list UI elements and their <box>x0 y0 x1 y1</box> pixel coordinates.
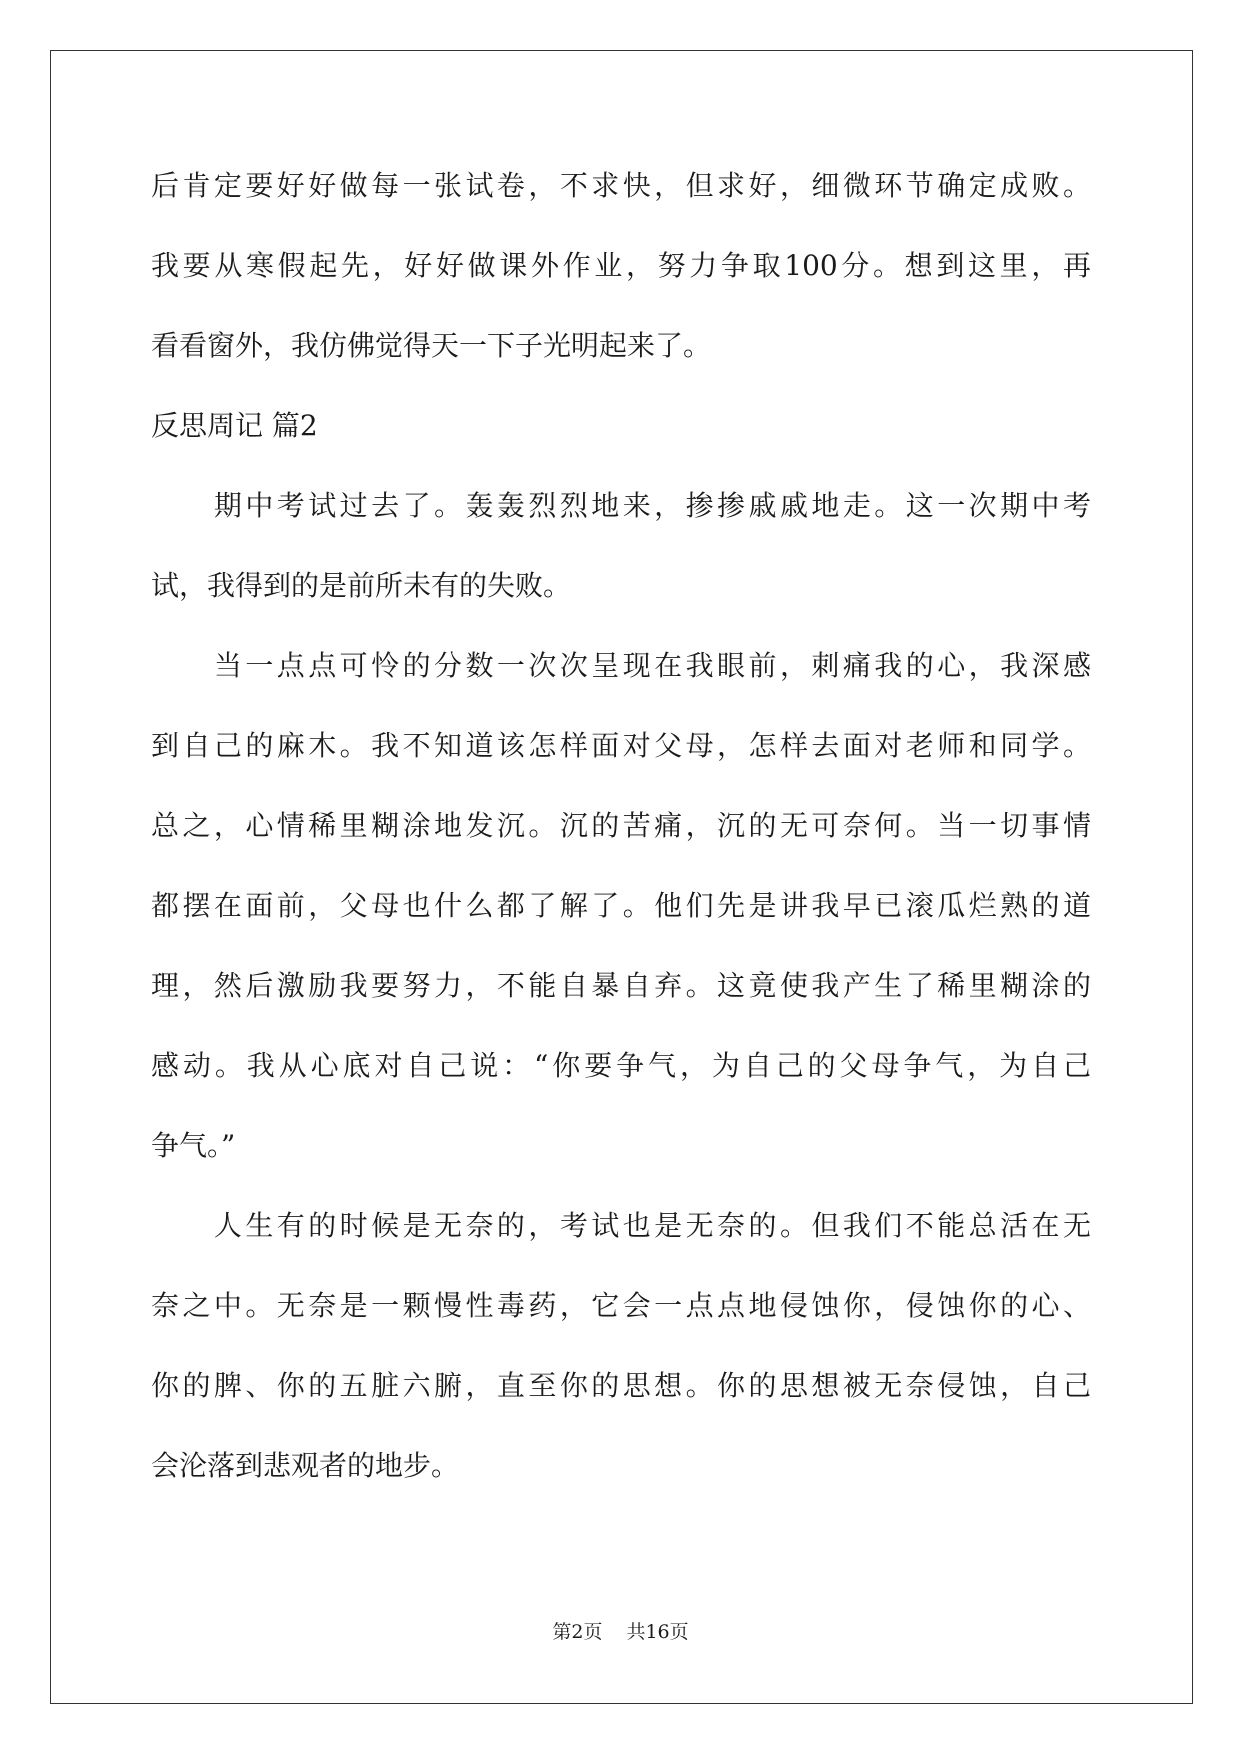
text-line: 感动。我从心底对自己说：“你要争气，为自己的父母争气，为自己 <box>151 1049 1091 1082</box>
page-number: 第2页 <box>552 1621 603 1643</box>
section-heading: 反思周记 篇2 <box>151 409 318 442</box>
text-line: 人生有的时候是无奈的，考试也是无奈的。但我们不能总活在无 <box>151 1209 1091 1242</box>
text-line: 都摆在面前，父母也什么都了解了。他们先是讲我早已滚瓜烂熟的道 <box>151 889 1091 922</box>
text-line: 到自己的麻木。我不知道该怎样面对父母，怎样去面对老师和同学。 <box>151 729 1091 762</box>
text-line: 你的脾、你的五脏六腑，直至你的思想。你的思想被无奈侵蚀，自己 <box>151 1369 1091 1402</box>
page-footer <box>0 1620 1241 1644</box>
text-line: 试，我得到的是前所未有的失败。 <box>151 569 572 602</box>
text-line: 会沦落到悲观者的地步。 <box>151 1449 460 1482</box>
page-total: 共16页 <box>626 1621 689 1643</box>
text-line: 看看窗外，我仿佛觉得天一下子光明起来了。 <box>151 329 712 362</box>
text-line: 后肯定要好好做每一张试卷，不求快，但求好，细微环节确定成败。 <box>151 169 1091 202</box>
text-line: 争气。” <box>151 1129 236 1162</box>
text-line: 期中考试过去了。轰轰烈烈地来，掺掺戚戚地走。这一次期中考 <box>151 489 1091 522</box>
text-line: 我要从寒假起先，好好做课外作业，努力争取100分。想到这里，再 <box>151 249 1091 282</box>
text-line: 当一点点可怜的分数一次次呈现在我眼前，刺痛我的心，我深感 <box>151 649 1091 682</box>
text-line: 总之，心情稀里糊涂地发沉。沉的苦痛，沉的无可奈何。当一切事情 <box>151 809 1091 842</box>
text-line: 理，然后激励我要努力，不能自暴自弃。这竟使我产生了稀里糊涂的 <box>151 969 1091 1002</box>
text-line: 奈之中。无奈是一颗慢性毒药，它会一点点地侵蚀你，侵蚀你的心、 <box>151 1289 1091 1322</box>
